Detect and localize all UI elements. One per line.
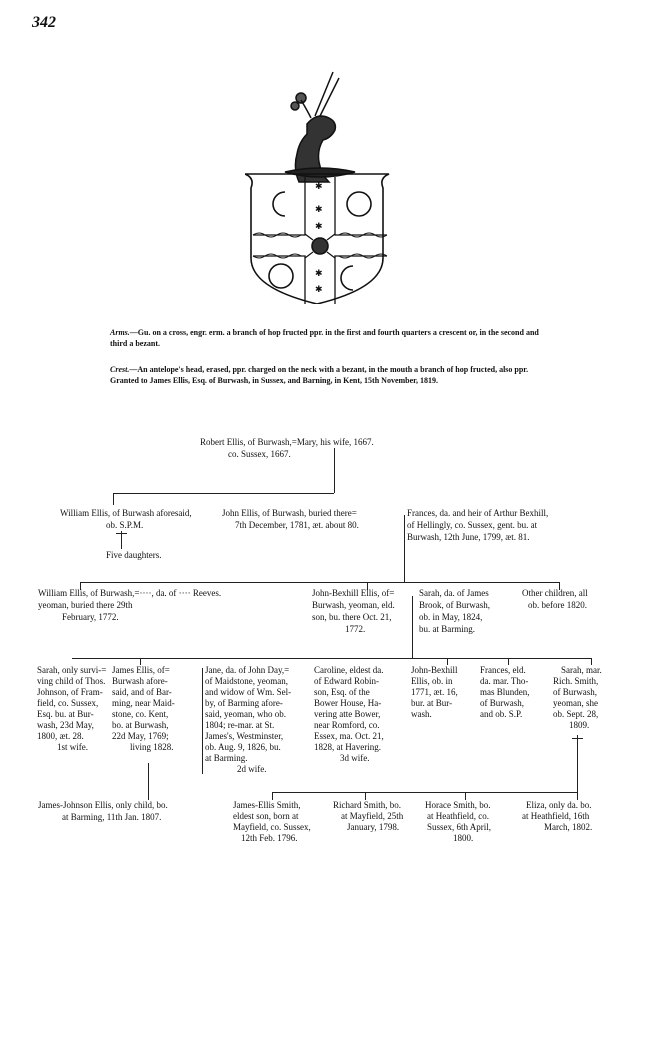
william-ellis-aforesaid-2: ob. S.P.M. <box>106 520 144 530</box>
john-bexhill-ellis-3: son, bu. there Oct. 21, <box>312 612 392 622</box>
sarah-brook-1: Sarah, da. of James <box>419 588 489 598</box>
frances-bexhill-3: Burwash, 12th June, 1799, æt. 81. <box>407 532 530 542</box>
john-ellis-1: John Ellis, of Burwash, buried there= <box>222 508 357 518</box>
caroline-robinson: Caroline, eldest da. of Edward Robin- son, Esq. of the Bower House, Ha- vering atte Bower, near Romford, co. Essex, ma. Oct. 21, 1828, at Havering. 3d wife. <box>314 665 384 763</box>
page-number: 342 <box>32 14 56 31</box>
connector <box>577 735 578 792</box>
connector <box>577 792 578 800</box>
sarah-smith: Sarah, mar. Rich. Smith, of Burwash, yeoman, she ob. Sept. 28, 1809. <box>553 665 602 730</box>
horace-smith: Horace Smith, bo. at Heathfield, co. Sussex, 6th April, 1800. <box>425 800 492 843</box>
svg-text:✱: ✱ <box>315 221 323 231</box>
crest-blazon <box>110 364 540 386</box>
eliza-smith: Eliza, only da. bo. at Heathfield, 16th March, 1802. <box>522 800 593 832</box>
john-ellis-2: 7th December, 1781, æt. about 80. <box>235 520 359 530</box>
other-children-2: ob. before 1820. <box>528 600 587 610</box>
robert-ellis-line2: co. Sussex, 1667. <box>228 449 291 459</box>
john-bexhill-ellis-1: John-Bexhill Ellis, of= <box>312 588 395 598</box>
william-ellis-aforesaid-1: William Ellis, of Burwash aforesaid, <box>60 508 192 518</box>
connector <box>272 792 578 793</box>
svg-text:✱: ✱ <box>315 204 323 214</box>
william-ellis-gen3-2: yeoman, buried there 29th <box>38 600 133 610</box>
connector <box>334 448 335 493</box>
crest-label: Crest. <box>110 365 130 374</box>
robert-ellis-line1: Robert Ellis, of Burwash,=Mary, his wife, 1667. <box>200 437 374 447</box>
svg-text:✱: ✱ <box>315 181 323 191</box>
james-johnson-ellis-2: at Barming, 11th Jan. 1807. <box>62 812 162 822</box>
frances-bexhill-2: of Hellingly, co. Sussex, gent. bu. at <box>407 520 538 530</box>
connector <box>572 738 583 739</box>
five-daughters: Five daughters. <box>106 550 162 560</box>
william-ellis-gen3-3: February, 1772. <box>62 612 119 622</box>
connector <box>404 515 405 582</box>
connector <box>365 792 366 800</box>
connector <box>412 596 413 658</box>
connector <box>447 658 448 665</box>
other-children-1: Other children, all <box>522 588 588 598</box>
sarah-brook-4: bu. at Barming. <box>419 624 475 634</box>
sarah-brook-2: Brook, of Burwash, <box>419 600 490 610</box>
sarah-johnson: Sarah, only survi-= ving child of Thos. Johnson, of Fram- field, co. Sussex, Esq. bu. at Bur- wash, 23d May, 1800, æt. 28. 1st wife. <box>37 665 107 752</box>
connector <box>148 763 149 792</box>
connector <box>272 792 273 800</box>
arms-text: —Gu. on a cross, engr. erm. a branch of hop fructed ppr. in the first and fourth quarters a crescent or, in the second and third a bezant. <box>110 328 539 348</box>
jane-day: Jane, da. of John Day,= of Maidstone, yeoman, and widow of Wm. Sel- by, of Barming afore- said, yeoman, who ob. 1804; re-mar. at St. James's, Westminster, ob. Aug. 9, 1826, bu. at Barming. 2d wife. <box>205 665 292 774</box>
connector <box>202 668 203 774</box>
crest-text: —An antelope's head, erased, ppr. charged on the neck with a bezant, in the mouth a branch of hop fructed, also ppr. Granted to James Ellis, Esq. of Burwash, in Sussex, and Barning, in Kent, 15th November, 1819. <box>110 365 529 385</box>
connector <box>80 582 560 583</box>
james-ellis-smith: James-Ellis Smith, eldest son, born at Mayfield, co. Sussex, 12th Feb. 1796. <box>233 800 311 843</box>
connector <box>116 533 127 534</box>
connector <box>113 493 334 494</box>
coat-of-arms-icon <box>245 64 395 304</box>
james-ellis: James Ellis, of= Burwash afore- said, and of Bar- ming, near Maid- stone, co. Kent, bo. at Burwash, 22d May, 1769; living 1828. <box>112 665 175 752</box>
arms-blazon <box>110 327 540 349</box>
william-ellis-gen3-1: William Ellis, of Burwash,=····, da. of ···· Reeves. <box>38 588 222 598</box>
connector <box>72 658 592 659</box>
john-bexhill-ellis-4: 1772. <box>345 624 366 634</box>
connector <box>508 658 509 665</box>
frances-blunden: Frances, eld. da. mar. Tho- mas Blunden, of Burwash, and ob. S.P. <box>480 665 530 719</box>
frances-bexhill-1: Frances, da. and heir of Arthur Bexhill, <box>407 508 549 518</box>
connector <box>140 658 141 665</box>
sarah-brook-3: ob. in May, 1824, <box>419 612 483 622</box>
connector <box>113 493 114 505</box>
connector <box>148 792 149 800</box>
richard-smith: Richard Smith, bo. at Mayfield, 25th January, 1798. <box>333 800 404 832</box>
connector <box>465 792 466 800</box>
james-johnson-ellis-1: James-Johnson Ellis, only child, bo. <box>38 800 168 810</box>
arms-label: Arms. <box>110 328 130 337</box>
john-bexhill-ellis-2: Burwash, yeoman, eld. <box>312 600 395 610</box>
svg-text:✱: ✱ <box>315 284 323 294</box>
svg-text:✱: ✱ <box>315 268 323 278</box>
john-bexhill-ellis-younger: John-Bexhill Ellis, ob. in 1771, æt. 16, bur. at Bur- wash. <box>411 665 458 719</box>
connector <box>591 658 592 665</box>
